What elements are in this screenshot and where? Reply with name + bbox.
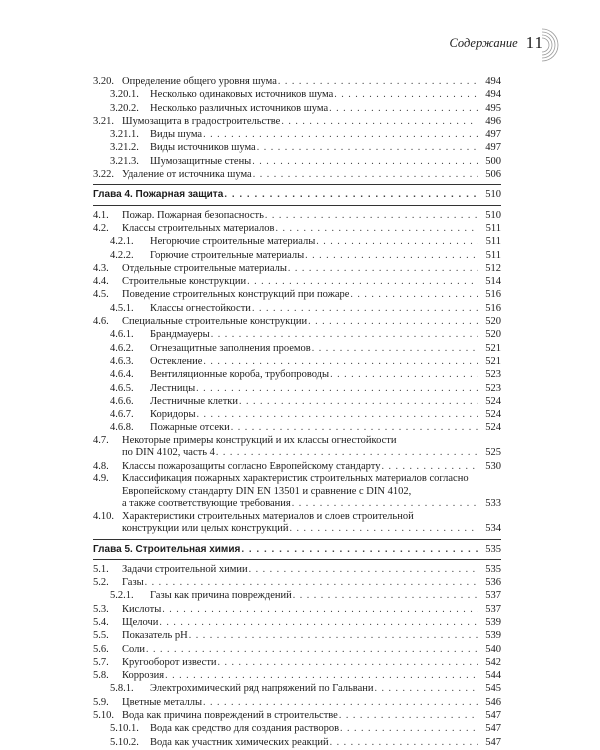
entry-number: 5.10.1. [110,723,139,735]
page-ref: 497 [485,142,501,154]
entry-number: 3.21.2. [110,142,139,154]
dot-leader [203,355,478,368]
entry-number: 3.21.3. [110,155,139,167]
page-ref: 530 [485,460,501,472]
toc-subentry [93,88,501,101]
entry-number: 4.2.1. [110,236,134,248]
page-ref: 544 [485,670,501,682]
entry-title: Виды источников шума [150,142,256,154]
toc-entry [93,511,501,536]
entry-title-line: Характеристики строительных материалов и слоев строительной [122,510,414,522]
page-ref: 547 [485,723,501,735]
dot-leader [265,209,478,222]
dot-leader [197,408,479,421]
entry-title: Цветные металлы [122,696,202,708]
entry-title: Вода как причина повреждений в строительстве [122,710,338,722]
page-ref: 516 [485,302,501,314]
page-ref: 497 [485,129,501,141]
entry-number: 5.9. [93,696,109,708]
toc-entry [93,563,501,576]
page-ref: 537 [485,590,501,602]
entry-number: 5.8. [93,670,109,682]
dot-leader [159,616,478,629]
toc-entry [93,616,501,629]
dot-leader [253,168,478,181]
toc-entry [93,643,501,656]
entry-number: 4.6.7. [110,409,134,421]
dot-leader [211,328,478,341]
dot-leader [375,682,478,695]
entry-title: Огнезащитные заполнения проемов [150,342,311,354]
dot-leader [281,115,478,128]
page-ref: 514 [485,276,501,288]
page-ref: 542 [485,656,501,668]
entry-number: 5.8.1. [110,683,134,695]
entry-title: Классы пожарозащиты согласно Европейскому стандарту [122,460,381,472]
entry-number: 4.6. [93,316,109,328]
dot-leader [289,523,478,536]
entry-title: Кислоты [122,603,162,615]
running-header [449,33,544,53]
entry-number: 4.3. [93,262,109,274]
toc-entry [93,460,501,473]
dot-leader [241,543,478,556]
entry-title-line: конструкции или целых конструкций [122,523,289,535]
toc-subentry [93,141,501,154]
dot-leader [218,656,478,669]
dot-leader [339,709,478,722]
entry-title-last-line [122,498,501,511]
page-ref: 533 [485,498,501,510]
toc-subentry [93,368,501,381]
dot-leader [276,222,478,235]
entry-title: Газы [122,577,144,589]
toc-entry [93,435,501,460]
page-ref: 520 [485,329,501,341]
toc-entry [93,222,501,235]
toc-subentry [93,128,501,141]
entry-title: Вентиляционные короба, трубопроводы [150,369,330,381]
entry-number: 4.6.6. [110,395,134,407]
page-ref: 525 [485,447,501,459]
entry-title: Вода как участник химических реакций [150,736,329,748]
entry-title: Строительные конструкции [122,276,247,288]
toc-subentry [93,589,501,602]
dot-leader [382,460,479,473]
page-ref: 539 [485,630,501,642]
toc-entry [93,115,501,128]
entry-number: 4.6.2. [110,342,134,354]
toc-subentry [93,421,501,434]
dot-leader [252,302,478,315]
dot-leader [329,102,478,115]
entry-title: Кругооборот извести [122,656,217,668]
entry-number: 4.1. [93,209,109,221]
entry-number: 4.5.1. [110,302,134,314]
entry-title: Негорючие строительные материалы [150,236,316,248]
entry-title: Показатель pH [122,630,188,642]
entry-title: Вода как средство для создания растворов [150,723,340,735]
toc-entry [93,669,501,682]
dot-leader [293,589,478,602]
entry-number: 3.20. [93,76,114,87]
toc-entry [93,262,501,275]
toc-subentry [93,249,501,262]
entry-title: Виды шума [150,129,203,141]
entry-title: Классы строительных материалов [122,222,275,234]
page-ref: 523 [485,369,501,381]
page-ref: 510 [485,189,501,201]
page-ref: 539 [485,617,501,628]
page-ref: 495 [485,102,501,114]
toc-subentry [93,155,501,168]
entry-title-line: а также соответствующие требования [122,498,291,510]
entry-number: 4.6.8. [110,422,134,434]
toc-subentry [93,408,501,421]
entry-title: Коридоры [150,409,196,421]
toc-entry [93,288,501,301]
toc-entry [93,656,501,669]
entry-title-block [93,511,501,536]
entry-title: Лестницы [150,382,196,394]
entry-title-last-line [122,523,501,536]
page-ref: 540 [485,643,501,655]
dot-leader [249,563,478,576]
entry-number: 5.3. [93,603,109,615]
dot-leader [165,669,478,682]
toc-subentry [93,395,501,408]
toc-entry [93,629,501,642]
entry-title: Лестничные клетки [150,395,239,407]
entry-title: Поведение строительных конструкций при пожаре [122,289,350,301]
page-ref: 535 [485,543,501,555]
toc-subentry [93,235,501,248]
page-ref: 521 [485,342,501,354]
entry-number: 4.9. [93,473,109,485]
entry-title: Шумозащита в градостроительстве [122,115,281,127]
dot-leader [316,235,478,248]
page-ref: 512 [485,262,501,274]
entry-title: Газы как причина повреждений [150,590,292,602]
entry-number: 4.5. [93,289,109,301]
page-ref: 546 [485,696,501,708]
entry-title-block [93,435,501,460]
entry-title: Соли [122,643,145,655]
entry-title: Пожарные отсеки [150,422,230,434]
page-ref: 511 [485,236,501,248]
dot-leader [252,155,478,168]
entry-number: 4.4. [93,276,109,288]
entry-number: 4.2.2. [110,249,134,261]
entry-number: 5.2.1. [110,590,134,602]
page-ref: 510 [485,209,501,221]
dot-leader [257,141,478,154]
entry-title-line: Европейскому стандарту DIN EN 13501 и сравнение с DIN 4102, [122,485,412,497]
page-ref: 545 [485,683,501,695]
page-ref: 524 [485,409,501,421]
toc-entry [93,75,501,88]
dot-leader [203,696,478,709]
entry-title-line: по DIN 4102, часть 4 [122,447,215,459]
toc-subentry [93,682,501,695]
entry-title: Отдельные строительные материалы [122,262,287,274]
entry-title: Коррозия [122,670,165,682]
dot-leader [350,288,478,301]
page-ref: 520 [485,316,501,328]
dot-leader [196,382,478,395]
entry-title: Остекление [150,355,203,367]
entry-number: 4.7. [93,434,109,446]
entry-title-last-line [122,447,501,460]
chapter-heading [93,188,501,201]
dot-leader [239,395,478,408]
page-number: 11 [525,33,544,52]
page-ref: 516 [485,289,501,301]
entry-number: 4.6.5. [110,382,134,394]
entry-number: 5.10. [93,710,114,722]
entry-title: Брандмауеры [150,329,210,341]
page-ref: 537 [485,603,501,615]
entry-number: 5.1. [93,563,109,575]
toc-entry [93,168,501,181]
entry-title: Определение общего уровня шума [122,76,277,87]
toc-subentry [93,736,501,749]
entry-number: 4.6.3. [110,355,134,367]
toc-subentry [93,342,501,355]
toc-entry [93,709,501,722]
page-ref: 547 [485,710,501,722]
dot-leader [231,421,478,434]
entry-number: 5.10.2. [110,736,139,748]
toc-entry [93,473,501,511]
page-ref: 511 [485,222,501,234]
toc-entry [93,576,501,589]
section-divider [93,539,501,540]
dot-leader [292,498,478,511]
section-divider [93,184,501,185]
page-ref: 511 [485,249,501,261]
entry-number: 4.6.1. [110,329,134,341]
entry-title: Классы огнестойкости [150,302,251,314]
page-ref: 500 [485,155,501,167]
dot-leader [288,262,478,275]
dot-leader [308,315,478,328]
entry-title: Электрохимический ряд напряжений по Гальвани [150,683,374,695]
page-ref: 521 [485,355,501,367]
chapter-heading [93,543,501,556]
entry-number: 5.6. [93,643,109,655]
entry-number: 3.20.2. [110,102,139,114]
entry-number: 3.22. [93,169,114,181]
dot-leader [334,88,478,101]
toc-entry [93,209,501,222]
entry-title: Пожар. Пожарная безопасность [122,209,264,221]
page-ref: 534 [485,523,501,535]
page-ref: 524 [485,422,501,434]
toc-subentry [93,355,501,368]
dot-leader [146,643,478,656]
entry-title: Задачи строительной химии [122,563,248,575]
entry-number: 5.7. [93,656,109,668]
entry-number: 3.20.1. [110,89,139,101]
page-ref: 494 [485,76,501,87]
entry-number: 5.2. [93,577,109,589]
toc-entry [93,696,501,709]
entry-title: Специальные строительные конструкции [122,316,308,328]
entry-title: Щелочи [122,617,159,628]
dot-leader [145,576,478,589]
toc-subentry [93,302,501,315]
table-of-contents [93,75,501,749]
entry-title: Удаление от источника шума [122,169,252,181]
toc-entry [93,275,501,288]
entry-title-line: Классификация пожарных характеристик строительных материалов согласно [122,473,469,485]
page-ref: 536 [485,577,501,589]
page-ref: 547 [485,736,501,748]
dot-leader [203,128,478,141]
chapter-title: Глава 5. Строительная химия [93,543,241,555]
entry-number: 4.2. [93,222,109,234]
dot-leader [305,249,478,262]
page-ref: 496 [485,115,501,127]
entry-number: 4.10. [93,510,114,522]
section-divider [93,205,501,206]
section-divider [93,559,501,560]
dot-leader [312,342,478,355]
header-title: Содержание [449,35,518,50]
entry-number: 3.21.1. [110,129,139,141]
toc-subentry [93,722,501,735]
entry-title: Шумозащитные стены [150,155,252,167]
page-ref: 535 [485,563,501,575]
page-ref: 523 [485,382,501,394]
entry-number: 3.21. [93,115,114,127]
chapter-title: Глава 4. Пожарная защита [93,189,224,201]
entry-title-line: Некоторые примеры конструкций и их классы огнестойкости [122,434,397,446]
dot-leader [216,447,478,460]
entry-number: 5.5. [93,630,109,642]
entry-number: 5.4. [93,617,109,628]
dot-leader [340,722,478,735]
dot-leader [278,75,478,88]
page-ref: 524 [485,395,501,407]
toc-subentry [93,102,501,115]
entry-title: Несколько различных источников шума [150,102,329,114]
dot-leader [330,736,478,749]
entry-title: Горючие строительные материалы [150,249,305,261]
toc-entry [93,315,501,328]
dot-leader [247,275,478,288]
toc-subentry [93,382,501,395]
page-ref: 506 [485,169,501,181]
entry-title: Несколько одинаковых источников шума [150,89,334,101]
dot-leader [224,188,478,201]
entry-title-block [93,473,501,511]
dot-leader [162,603,478,616]
entry-number: 4.8. [93,460,109,472]
toc-entry [93,603,501,616]
dot-leader [330,368,478,381]
toc-subentry [93,328,501,341]
page-ref: 494 [485,89,501,101]
entry-number: 4.6.4. [110,369,134,381]
dot-leader [189,629,478,642]
